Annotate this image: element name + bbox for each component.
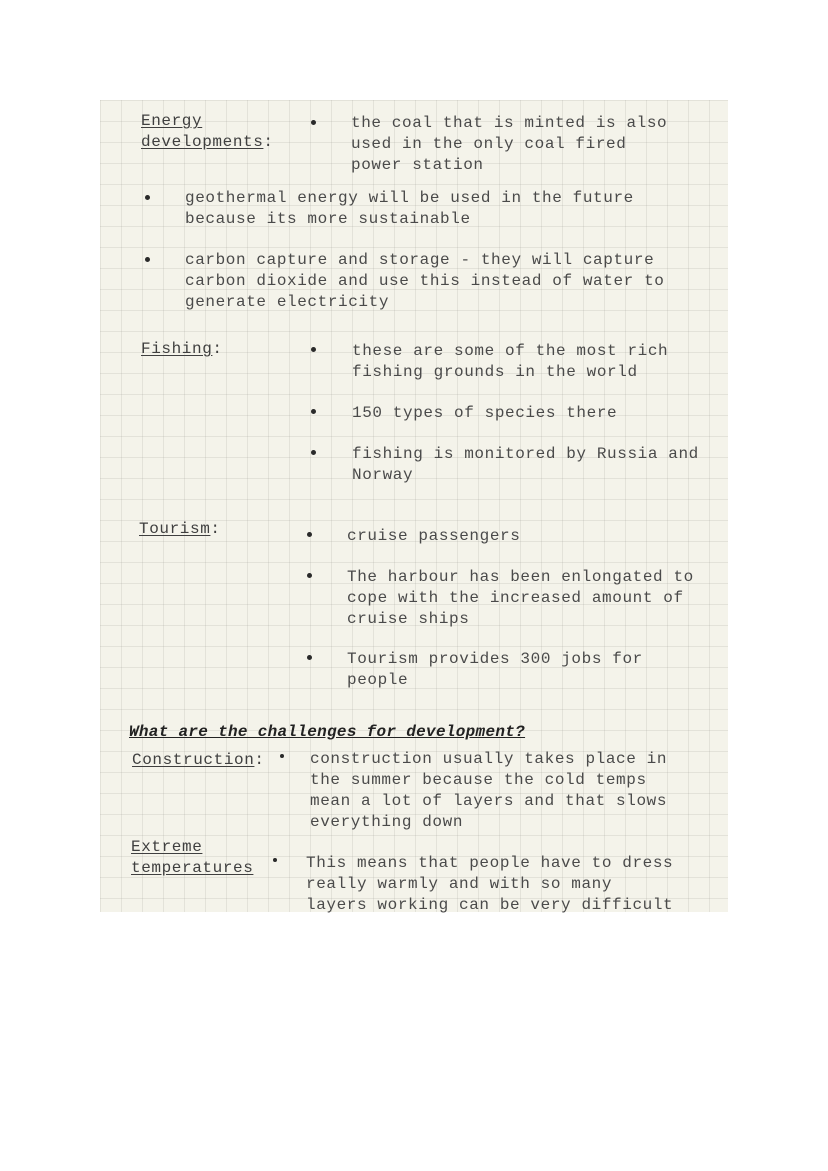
bullet-dot <box>311 347 316 352</box>
energy-bullet3-line3: generate electricity <box>185 293 390 311</box>
extreme-label-line1: Extreme <box>131 838 203 856</box>
energy-label-line1: Energy <box>141 112 203 130</box>
tourism-label-text: Tourism <box>139 520 211 538</box>
tourism-label <box>139 519 221 540</box>
bullet-dot <box>307 532 312 537</box>
energy-bullet1-line2: used in the only coal fired <box>351 135 627 153</box>
tourism-bullet3-line1: Tourism provides 300 jobs for <box>347 650 643 668</box>
bullet-dot <box>307 655 312 660</box>
energy-label-colon: : <box>263 133 274 151</box>
construction-bullet-line2: the summer because the cold temps <box>310 771 647 789</box>
extreme-label-line2: temperatures <box>131 859 254 877</box>
fishing-label-colon: : <box>212 340 223 358</box>
tourism-bullet1-line1: cruise passengers <box>347 527 521 545</box>
energy-label-text: developments <box>141 133 264 151</box>
bullet-dot <box>145 195 150 200</box>
fishing-label <box>141 339 223 360</box>
construction-label <box>132 750 265 771</box>
energy-bullet1-line3: power station <box>351 156 484 174</box>
bullet-dot <box>145 257 150 262</box>
energy-bullet3-line1: carbon capture and storage - they will capture <box>185 251 655 269</box>
challenges-heading: What are the challenges for development? <box>129 723 526 741</box>
energy-label-line2 <box>141 132 274 153</box>
bullet-dot <box>311 120 316 125</box>
energy-bullet2-line1: geothermal energy will be used in the future <box>185 189 634 207</box>
tourism-bullet2-line1: The harbour has been enlongated to <box>347 568 694 586</box>
extreme-bullet-line3: layers working can be very difficult <box>306 896 674 914</box>
construction-bullet-line3: mean a lot of layers and that slows <box>310 792 668 810</box>
bullet-dot <box>280 754 284 758</box>
bullet-dot <box>311 450 316 455</box>
fishing-label-text: Fishing <box>141 340 213 358</box>
construction-label-text: Construction <box>132 751 255 769</box>
construction-label-colon: : <box>254 751 265 769</box>
fishing-bullet3-line2: Norway <box>352 466 414 484</box>
tourism-label-colon: : <box>210 520 221 538</box>
bullet-dot <box>307 573 312 578</box>
extreme-bullet-line2: really warmly and with so many <box>306 875 613 893</box>
energy-bullet3-line2: carbon dioxide and use this instead of water to <box>185 272 665 290</box>
fishing-bullet1-line1: these are some of the most rich <box>352 342 669 360</box>
fishing-bullet3-line1: fishing is monitored by Russia and <box>352 445 699 463</box>
construction-bullet-line4: everything down <box>310 813 464 831</box>
tourism-bullet2-line3: cruise ships <box>347 610 470 628</box>
bullet-dot <box>311 409 316 414</box>
energy-bullet2-line2: because its more sustainable <box>185 210 471 228</box>
bullet-dot <box>273 858 277 862</box>
construction-bullet-line1: construction usually takes place in <box>310 750 668 768</box>
tourism-bullet3-line2: people <box>347 671 409 689</box>
extreme-bullet-line1: This means that people have to dress <box>306 854 674 872</box>
fishing-bullet1-line2: fishing grounds in the world <box>352 363 638 381</box>
energy-bullet1-line1: the coal that is minted is also <box>351 114 668 132</box>
fishing-bullet2-line1: 150 types of species there <box>352 404 618 422</box>
tourism-bullet2-line2: cope with the increased amount of <box>347 589 684 607</box>
